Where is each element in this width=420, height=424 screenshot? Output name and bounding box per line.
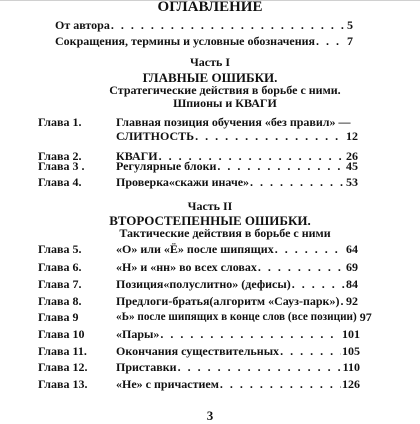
entry-title: «Пары» <box>116 327 160 341</box>
entry-page: 101 <box>342 327 360 341</box>
entry-title: КВАГИ <box>116 149 158 163</box>
toc-entry <box>0 158 420 174</box>
chapter-number: Глава 9 <box>38 310 79 324</box>
entry-title: «Н» и «нн» во всех словах <box>116 260 257 274</box>
entry-title: СЛИТНОСТЬ <box>116 129 195 143</box>
entry-title: Проверка«скажи иначе» <box>116 175 250 189</box>
entry-page: 53 <box>346 175 358 189</box>
entry-title: Окончания существительных <box>116 344 280 358</box>
entry-page: 26 <box>346 149 358 163</box>
toc-entry <box>0 17 420 33</box>
entry-page: 110 <box>342 360 360 374</box>
entry-title: Сокращения, термины и условные обозначения <box>55 34 316 48</box>
entry-title: Регулярные блоки <box>116 159 217 173</box>
entry-page: 7 <box>347 34 353 48</box>
chapter-number: Глава 13. <box>38 377 88 391</box>
toc-entry <box>0 326 420 342</box>
toc-entry <box>0 174 420 190</box>
toc-entry <box>0 293 420 309</box>
toc-entry <box>0 309 420 325</box>
entry-title: «Не» с причастием <box>116 377 219 391</box>
chapter-number: Глава 11. <box>38 344 87 358</box>
leader-dots <box>217 158 345 174</box>
leader-dots <box>250 174 345 190</box>
part-label: Часть II <box>187 199 233 213</box>
entry-page: 105 <box>342 344 360 358</box>
part-label: Часть I <box>189 55 231 69</box>
toc-entry <box>0 259 420 275</box>
toc-entry <box>0 376 420 392</box>
part-subtitle: Шпионы и КВАГИ <box>173 96 277 110</box>
leader-dots <box>280 343 341 359</box>
chapter-number: Глава 2. <box>38 149 82 163</box>
leader-dots <box>340 293 345 309</box>
leader-dots <box>178 359 342 375</box>
leader-dots <box>195 128 345 144</box>
leader-dots <box>160 326 341 342</box>
entry-title: От автора <box>55 18 110 32</box>
chapter-number: Глава 7. <box>38 277 82 291</box>
entry-title: Позиция«полуслитно» (дефисы) <box>116 277 291 291</box>
entry-page: 84 <box>346 277 358 291</box>
chapter-number: Глава 3 . <box>38 159 85 173</box>
page-number: 3 <box>206 408 214 423</box>
part-subtitle: Стратегические действия в борьбе с ними. <box>109 83 341 97</box>
leader-dots <box>292 276 345 292</box>
chapter-number: Глава 10 <box>38 327 85 341</box>
chapter-number: Глава 1. <box>38 115 82 129</box>
entry-page: 64 <box>346 242 358 256</box>
entry-title: «О» или «Ё» после шипящих <box>116 242 274 256</box>
entry-title: Предлоги-братья(алгоритм «Сауз-парк») <box>116 294 340 308</box>
entry-page: 69 <box>346 260 358 274</box>
toc-entry-continued <box>0 128 420 144</box>
entry-page: 12 <box>346 129 358 143</box>
chapter-number: Глава 4. <box>38 175 82 189</box>
entry-title: Приставки <box>116 360 177 374</box>
part-subtitle: Тактические действия в борьбе с ними <box>119 226 331 240</box>
chapter-number: Глава 12. <box>38 360 88 374</box>
chapter-number: Глава 8. <box>38 294 82 308</box>
chapter-number: Глава 5. <box>38 242 82 256</box>
entry-page: 97 <box>359 310 372 324</box>
entry-title: «Ь» после шипящих в конце слов (все позиции) <box>116 311 357 323</box>
part-heading: ВТОРОСТЕПЕННЫЕ ОШИБКИ. <box>109 213 311 228</box>
toc-entry <box>0 241 420 257</box>
toc-entry <box>0 33 420 49</box>
leader-dots <box>316 33 346 49</box>
entry-title: Главная позиция обучения «без правил» — <box>116 115 351 129</box>
chapter-number: Глава 6. <box>38 260 82 274</box>
toc-title: ОГЛАВЛЕНИЕ <box>157 0 263 15</box>
leader-dots <box>111 17 346 33</box>
leader-dots <box>258 259 345 275</box>
leader-dots <box>220 376 341 392</box>
entry-page: 45 <box>346 159 358 173</box>
leader-dots <box>275 241 345 257</box>
entry-page: 126 <box>342 377 360 391</box>
entry-page: 92 <box>346 294 358 308</box>
toc-entry <box>0 359 420 375</box>
toc-entry <box>0 276 420 292</box>
entry-page: 5 <box>347 18 353 32</box>
part-heading: ГЛАВНЫЕ ОШИБКИ. <box>142 70 278 85</box>
toc-entry <box>0 343 420 359</box>
